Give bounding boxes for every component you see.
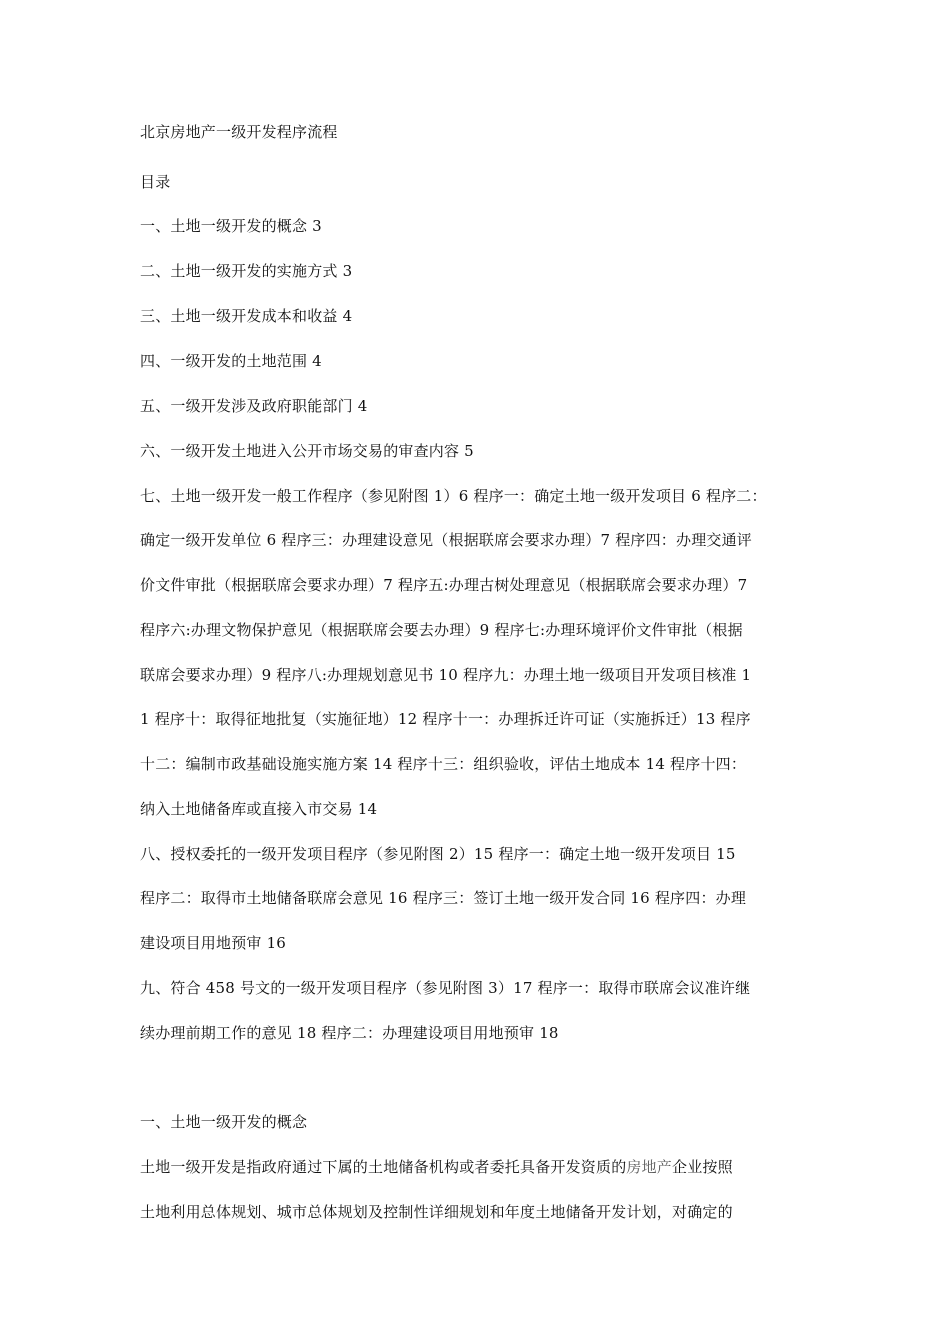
- toc-section9-line: 续办理前期工作的意见 18 程序二：办理建设项目用地预审 18: [140, 1024, 559, 1042]
- toc-section8-line: 程序二：取得市土地储备联席会意见 16 程序三：签订土地一级开发合同 16 程序四：办理: [140, 889, 747, 907]
- toc-heading: 目录: [140, 173, 171, 191]
- toc-section8-line: 建设项目用地预审 16: [140, 934, 287, 952]
- toc-section9-line: 九、符合 458 号文的一级开发项目程序（参见附图 3）17 程序一：取得市联席会议准许继: [140, 979, 751, 997]
- toc-section7-line: 程序六:办理文物保护意见（根据联席会要去办理）9 程序七:办理环境评价文件审批（根据: [140, 621, 743, 639]
- toc-item: 五、一级开发涉及政府职能部门 4: [140, 397, 368, 415]
- body-text: 土地一级开发是指政府通过下属的土地储备机构或者委托具备开发资质的: [140, 1158, 627, 1176]
- toc-section7-line: 价文件审批（根据联席会要求办理）7 程序五:办理古树处理意见（根据联席会要求办理）7: [140, 576, 748, 594]
- toc-section7-line: 纳入土地储备库或直接入市交易 14: [140, 800, 378, 818]
- toc-item: 一、土地一级开发的概念 3: [140, 217, 322, 235]
- toc-section8-line: 八、授权委托的一级开发项目程序（参见附图 2）15 程序一：确定土地一级开发项目 15: [140, 845, 736, 863]
- toc-item: 二、土地一级开发的实施方式 3: [140, 262, 353, 280]
- toc-item: 三、土地一级开发成本和收益 4: [140, 307, 353, 325]
- real-estate-link[interactable]: 房地产: [626, 1158, 673, 1176]
- body-paragraph-line: 土地利用总体规划、城市总体规划及控制性详细规划和年度土地储备开发计划，对确定的: [140, 1203, 733, 1221]
- body-text: 企业按照: [672, 1158, 733, 1176]
- body-heading: 一、土地一级开发的概念: [140, 1113, 308, 1131]
- toc-section7-line: 十二：编制市政基础设施实施方案 14 程序十三：组织验收，评估土地成本 14 程序十四：: [140, 755, 747, 773]
- toc-section7-line: 七、土地一级开发一般工作程序（参见附图 1）6 程序一：确定土地一级开发项目 6 程序二：: [140, 487, 767, 505]
- toc-item: 六、一级开发土地进入公开市场交易的审查内容 5: [140, 442, 474, 460]
- body-paragraph-line: [140, 1157, 820, 1177]
- toc-section7-line: 联席会要求办理）9 程序八:办理规划意见书 10 程序九：办理土地一级项目开发项目核准 1: [140, 666, 752, 684]
- toc-item: 四、一级开发的土地范围 4: [140, 352, 322, 370]
- toc-section7-line: 确定一级开发单位 6 程序三：办理建设意见（根据联席会要求办理）7 程序四：办理交通评: [140, 531, 752, 549]
- document-title: 北京房地产一级开发程序流程: [140, 123, 338, 141]
- toc-section7-line: 1 程序十：取得征地批复（实施征地）12 程序十一：办理拆迁许可证（实施拆迁）13 程序: [140, 710, 751, 728]
